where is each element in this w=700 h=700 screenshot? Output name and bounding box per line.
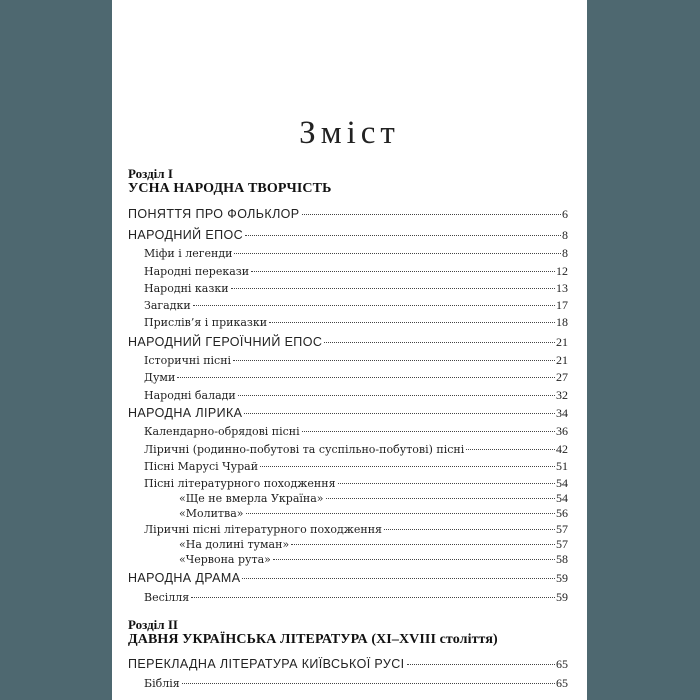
- dot-leader: [302, 431, 555, 432]
- document-page: [112, 0, 587, 700]
- dot-leader: [251, 271, 555, 272]
- entry-label: Загадки: [144, 299, 191, 312]
- dot-leader: [246, 513, 555, 514]
- toc-entry[interactable]: [128, 353, 568, 371]
- toc-entry[interactable]: [128, 264, 568, 282]
- dot-leader: [177, 377, 555, 378]
- dot-leader: [238, 395, 555, 396]
- entry-page: 42: [556, 442, 568, 456]
- toc-entry[interactable]: [128, 406, 568, 424]
- entry-label: Думи: [144, 371, 176, 384]
- entry-page: 65: [556, 676, 568, 690]
- entry-page: 54: [556, 491, 568, 505]
- dot-leader: [338, 483, 555, 484]
- entry-label: НАРОДНИЙ ЕПОС: [128, 228, 244, 242]
- toc-entry[interactable]: [128, 207, 568, 225]
- entry-label: Народні балади: [144, 389, 236, 402]
- entry-page: 57: [556, 537, 568, 551]
- toc-entry[interactable]: [128, 228, 568, 246]
- dot-leader: [260, 466, 555, 467]
- toc-entry[interactable]: [128, 676, 568, 694]
- entry-page: 18: [556, 315, 568, 329]
- dot-leader: [233, 360, 555, 361]
- entry-page: 59: [556, 590, 568, 604]
- section-heading-1: [128, 167, 331, 197]
- entry-label: «На долині туман»: [179, 538, 290, 551]
- entry-page: 58: [556, 552, 568, 566]
- entry-page: 57: [556, 522, 568, 536]
- entry-label: Біблія: [144, 677, 180, 690]
- toc-entry[interactable]: [128, 315, 568, 333]
- entry-label: «Молитва»: [179, 507, 244, 520]
- section-title: ДАВНЯ УКРАЇНСЬКА ЛІТЕРАТУРА (XI–XVIII століття): [128, 632, 498, 647]
- toc-entry[interactable]: [128, 335, 568, 353]
- entry-label: Ліричні пісні літературного походження: [144, 523, 382, 536]
- entry-label: ПОНЯТТЯ ПРО ФОЛЬКЛОР: [128, 207, 300, 221]
- dot-leader: [182, 683, 555, 684]
- entry-page: 59: [556, 571, 568, 585]
- toc-entry[interactable]: [128, 424, 568, 442]
- dot-leader: [407, 664, 555, 665]
- entry-label: Народні казки: [144, 282, 229, 295]
- dot-leader: [245, 235, 561, 236]
- entry-page: 8: [562, 246, 568, 260]
- entry-label: ПЕРЕКЛАДНА ЛІТЕРАТУРА КИЇВСЬКОЇ РУСІ: [128, 657, 405, 671]
- entry-page: 32: [556, 388, 568, 402]
- entry-label: Пісні літературного походження: [144, 477, 336, 490]
- entry-page: 51: [556, 459, 568, 473]
- entry-page: 56: [556, 506, 568, 520]
- toc-entry[interactable]: [128, 657, 568, 675]
- entry-label: «Червона рута»: [179, 553, 271, 566]
- entry-page: 21: [556, 353, 568, 367]
- dot-leader: [269, 322, 555, 323]
- entry-page: 17: [556, 298, 568, 312]
- entry-label: Весілля: [144, 591, 190, 604]
- dot-leader: [231, 288, 555, 289]
- entry-label: Історичні пісні: [144, 354, 232, 367]
- toc-entry[interactable]: [128, 459, 568, 477]
- entry-page: 6: [562, 207, 568, 221]
- entry-label: НАРОДНА ДРАМА: [128, 571, 241, 585]
- entry-page: 34: [556, 406, 568, 420]
- entry-label: Народні перекази: [144, 265, 250, 278]
- page-title: Зміст: [299, 115, 400, 151]
- section-heading-2: [128, 618, 498, 648]
- toc-entry[interactable]: [128, 442, 568, 460]
- dot-leader: [291, 544, 555, 545]
- entry-label: Ліричні (родинно-побутові та суспільно-побутові) пісні: [144, 443, 465, 456]
- entry-label: НАРОДНИЙ ГЕРОЇЧНИЙ ЕПОС: [128, 335, 323, 349]
- entry-page: 13: [556, 281, 568, 295]
- dot-leader: [302, 214, 561, 215]
- toc-entry[interactable]: [128, 590, 568, 608]
- entry-label: «Ще не вмерла Україна»: [179, 492, 324, 505]
- entry-page: 36: [556, 424, 568, 438]
- dot-leader: [193, 305, 555, 306]
- dot-leader: [234, 253, 561, 254]
- dot-leader: [324, 342, 555, 343]
- dot-leader: [242, 578, 555, 579]
- entry-label: Календарно-обрядові пісні: [144, 425, 300, 438]
- entry-page: 21: [556, 335, 568, 349]
- toc-entry[interactable]: [128, 281, 568, 299]
- toc-entry[interactable]: [128, 246, 568, 264]
- section-title: УСНА НАРОДНА ТВОРЧІСТЬ: [128, 181, 332, 196]
- entry-page: 27: [556, 370, 568, 384]
- entry-label: НАРОДНА ЛІРИКА: [128, 406, 243, 420]
- toc-entry[interactable]: [128, 298, 568, 316]
- section-number: Розділ I: [128, 166, 173, 181]
- dot-leader: [326, 498, 555, 499]
- dot-leader: [466, 449, 555, 450]
- entry-label: Прислів’я і приказки: [144, 316, 268, 329]
- entry-page: 54: [556, 476, 568, 490]
- section-number: Розділ II: [128, 617, 178, 632]
- entry-label: Пісні Марусі Чурай: [144, 460, 259, 473]
- entry-page: 12: [556, 264, 568, 278]
- entry-label: Міфи і легенди: [144, 247, 233, 260]
- entry-page: 8: [562, 228, 568, 242]
- entry-page: 65: [556, 657, 568, 671]
- toc-entry[interactable]: [128, 370, 568, 388]
- dot-leader: [244, 413, 555, 414]
- toc-entry[interactable]: [128, 552, 568, 570]
- toc-entry[interactable]: [128, 388, 568, 406]
- toc-entry[interactable]: [128, 571, 568, 589]
- dot-leader: [273, 559, 555, 560]
- dot-leader: [384, 529, 555, 530]
- dot-leader: [191, 597, 555, 598]
